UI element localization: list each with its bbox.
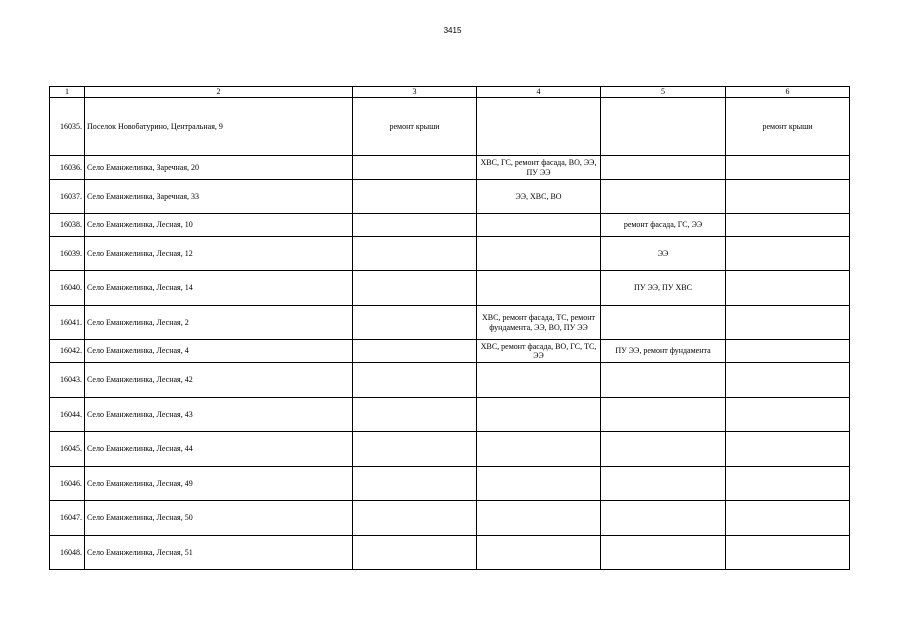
table-row [50, 467, 850, 501]
cell-c6 [726, 398, 850, 432]
cell-c3 [353, 432, 477, 467]
table-row [50, 536, 850, 570]
cell-c5 [601, 398, 726, 432]
table-row [50, 306, 850, 340]
cell-number: 16044. [50, 398, 85, 432]
cell-number: 16039. [50, 237, 85, 271]
cell-c5 [601, 306, 726, 340]
cell-c4: ХВС, ремонт фасада, ТС, ремонт фундамента, ЭЭ, ВО, ПУ ЭЭ [477, 306, 601, 340]
cell-number: 16040. [50, 271, 85, 306]
cell-c6 [726, 271, 850, 306]
cell-c4 [477, 432, 601, 467]
column-header: 6 [726, 87, 850, 98]
cell-c5 [601, 98, 726, 156]
cell-c6 [726, 306, 850, 340]
cell-number: 16037. [50, 180, 85, 214]
cell-address: Село Еманжелинка, Лесная, 44 [85, 432, 353, 467]
cell-c6 [726, 237, 850, 271]
cell-address: Поселок Новобатурино, Центральная, 9 [85, 98, 353, 156]
column-header: 3 [353, 87, 477, 98]
cell-c3 [353, 271, 477, 306]
cell-c4 [477, 98, 601, 156]
cell-number: 16038. [50, 214, 85, 237]
cell-c6 [726, 340, 850, 363]
table-row [50, 156, 850, 180]
cell-address: Село Еманжелинка, Заречная, 20 [85, 156, 353, 180]
cell-address: Село Еманжелинка, Лесная, 42 [85, 363, 353, 398]
header-row [50, 87, 850, 98]
column-header: 2 [85, 87, 353, 98]
cell-c6 [726, 432, 850, 467]
cell-address: Село Еманжелинка, Лесная, 12 [85, 237, 353, 271]
table-row [50, 363, 850, 398]
cell-c4 [477, 237, 601, 271]
cell-c4 [477, 363, 601, 398]
cell-c4 [477, 501, 601, 536]
cell-c3 [353, 536, 477, 570]
cell-address: Село Еманжелинка, Лесная, 43 [85, 398, 353, 432]
table-row [50, 501, 850, 536]
cell-c4: ЭЭ, ХВС, ВО [477, 180, 601, 214]
cell-c5 [601, 501, 726, 536]
cell-c6 [726, 536, 850, 570]
cell-c5 [601, 156, 726, 180]
cell-c5 [601, 467, 726, 501]
cell-c3 [353, 467, 477, 501]
cell-address: Село Еманжелинка, Лесная, 50 [85, 501, 353, 536]
cell-c5 [601, 536, 726, 570]
cell-c3 [353, 340, 477, 363]
cell-address: Село Еманжелинка, Лесная, 4 [85, 340, 353, 363]
column-header: 5 [601, 87, 726, 98]
cell-c4 [477, 214, 601, 237]
cell-address: Село Еманжелинка, Лесная, 14 [85, 271, 353, 306]
cell-number: 16042. [50, 340, 85, 363]
cell-c3 [353, 306, 477, 340]
cell-c3 [353, 237, 477, 271]
cell-c6 [726, 156, 850, 180]
cell-c5 [601, 432, 726, 467]
table-row [50, 340, 850, 363]
cell-c3 [353, 214, 477, 237]
cell-number: 16043. [50, 363, 85, 398]
cell-number: 16035. [50, 98, 85, 156]
cell-c6 [726, 180, 850, 214]
table-row [50, 271, 850, 306]
cell-c4 [477, 398, 601, 432]
cell-address: Село Еманжелинка, Лесная, 2 [85, 306, 353, 340]
cell-c3 [353, 363, 477, 398]
table-row [50, 237, 850, 271]
housing-repair-table [49, 86, 850, 570]
cell-address: Село Еманжелинка, Лесная, 51 [85, 536, 353, 570]
cell-c5: ремонт фасада, ГС, ЭЭ [601, 214, 726, 237]
table-row [50, 180, 850, 214]
cell-c5: ЭЭ [601, 237, 726, 271]
cell-c3: ремонт крыши [353, 98, 477, 156]
cell-c3 [353, 156, 477, 180]
cell-c3 [353, 398, 477, 432]
cell-c6 [726, 501, 850, 536]
page-number: 3415 [443, 26, 462, 35]
cell-c3 [353, 180, 477, 214]
cell-c5 [601, 363, 726, 398]
cell-number: 16041. [50, 306, 85, 340]
cell-address: Село Еманжелинка, Лесная, 49 [85, 467, 353, 501]
table-row [50, 432, 850, 467]
cell-c4: ХВС, ГС, ремонт фасада, ВО, ЭЭ, ПУ ЭЭ [477, 156, 601, 180]
cell-number: 16047. [50, 501, 85, 536]
cell-c4 [477, 271, 601, 306]
cell-c4 [477, 536, 601, 570]
cell-address: Село Еманжелинка, Лесная, 10 [85, 214, 353, 237]
cell-number: 16046. [50, 467, 85, 501]
cell-address: Село Еманжелинка, Заречная, 33 [85, 180, 353, 214]
table-row [50, 398, 850, 432]
cell-c4 [477, 467, 601, 501]
cell-c3 [353, 501, 477, 536]
cell-c5: ПУ ЭЭ, ремонт фундамента [601, 340, 726, 363]
cell-number: 16036. [50, 156, 85, 180]
cell-c6: ремонт крыши [726, 98, 850, 156]
cell-c6 [726, 363, 850, 398]
column-header: 4 [477, 87, 601, 98]
cell-number: 16045. [50, 432, 85, 467]
column-header: 1 [50, 87, 85, 98]
cell-c5: ПУ ЭЭ, ПУ ХВС [601, 271, 726, 306]
cell-number: 16048. [50, 536, 85, 570]
cell-c5 [601, 180, 726, 214]
table-row [50, 214, 850, 237]
cell-c6 [726, 467, 850, 501]
cell-c4: ХВС, ремонт фасада, ВО, ГС, ТС, ЭЭ [477, 340, 601, 363]
cell-c6 [726, 214, 850, 237]
table-row [50, 98, 850, 156]
